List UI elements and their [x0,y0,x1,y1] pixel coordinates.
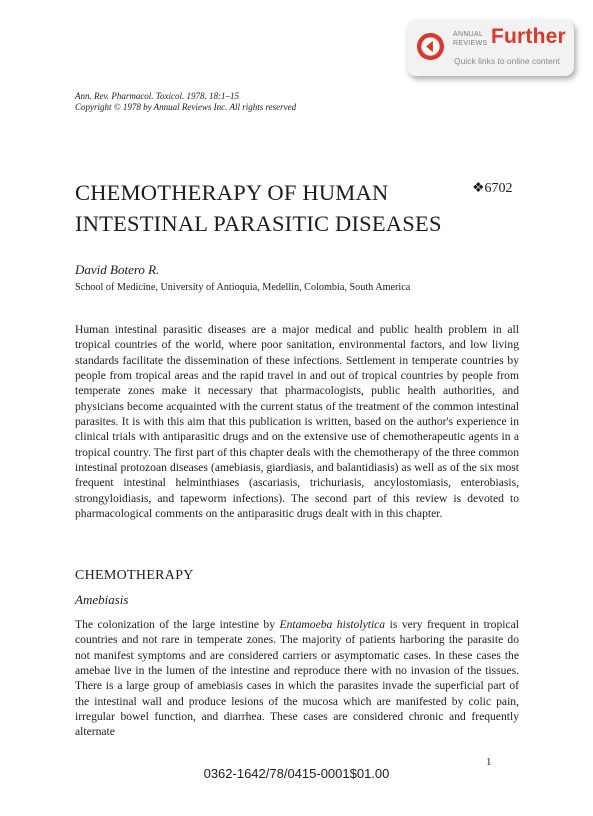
author-affiliation: School of Medicine, University of Antioquia, Medellin, Colombia, South America [75,282,411,293]
intro-paragraph [75,322,519,521]
author-name: David Botero R. [75,262,160,277]
further-arrow-icon [416,32,445,61]
species-name: Entamoeba histolytica [279,618,386,631]
further-tagline: Quick links to online content [454,56,560,66]
intro-text: Human intestinal parasitic diseases are a major medical and public health problem in all tropical countries of the world, where poor sanitation, environmental factors, and low living standards facilitate the dissemination of these infections. Settlement in temperate countries by people from tropical areas and the rapid travel in and out of tropical countries by people from temperate zones make it necessary that pharmacologists, public health authorities, and physicians become acquainted with the current status of the treatment of the common intestinal parasites. It is with this aim that this publication is written, based on the author's experience in clinical trials with antiparasitic drugs and on the extensive use of chemotherapeutic agents in a tropical country. The first part of this chapter deals with the chemotherapy of the three common intestinal protozoan diseases (amebiasis, giardiasis, and balantidiasis) as well as of the six most frequent intestinal helminthiases (ascariasis, trichuriasis, ancylostomiasis, enterobiasis, strongyloidiasis, and tapeworm infections). The second part of this review is devoted to pharmacological comments on the antiparasitic drugs dealt with in this chapter. [75,323,519,521]
amebiasis-text [75,617,519,740]
title-line-1: CHEMOTHERAPY OF HUMAN [75,180,389,205]
further-badge[interactable] [407,20,574,76]
further-label: Further [491,25,566,48]
amebiasis-paragraph [75,617,519,740]
amebiasis-text-start: The colonization of the large intestine by [75,618,280,631]
article-title [75,177,495,239]
citation [75,91,296,113]
citation-line-2: Copyright © 1978 by Annual Reviews Inc. All rights reserved [75,102,297,112]
subsection-heading: Amebiasis [75,592,129,607]
section-heading: CHEMOTHERAPY [75,568,194,583]
annual-reviews-label: ANNUAL REVIEWS [453,31,488,47]
amebiasis-text-rest: is very frequent in tropical countries and not rare in temperate zones. The majority of patients harboring the parasite do not manifest symptoms and are considered carriers or asymptomatic cases. In these cases the amebae live in the lumen of the intestine and reproduce there with no invasion of the tissues. There is a large group of amebiasis cases in which the parasites invade the superficial part of the intestinal wall and produce lesions of the mucosa which are manifested by colic pain, irregular bowel function, and diarrhea. These cases are considered chronic and frequently alternate [75,618,519,739]
price-code: 0362-1642/78/0415-0001$01.00 [203,766,390,781]
citation-line-1: Ann. Rev. Pharmacol. Toxicol. 1978. 18:1–15 [75,91,239,101]
title-line-2: INTESTINAL PARASITIC DISEASES [75,211,442,236]
page-number: 1 [486,756,492,768]
article-code: ❖6702 [472,181,513,196]
